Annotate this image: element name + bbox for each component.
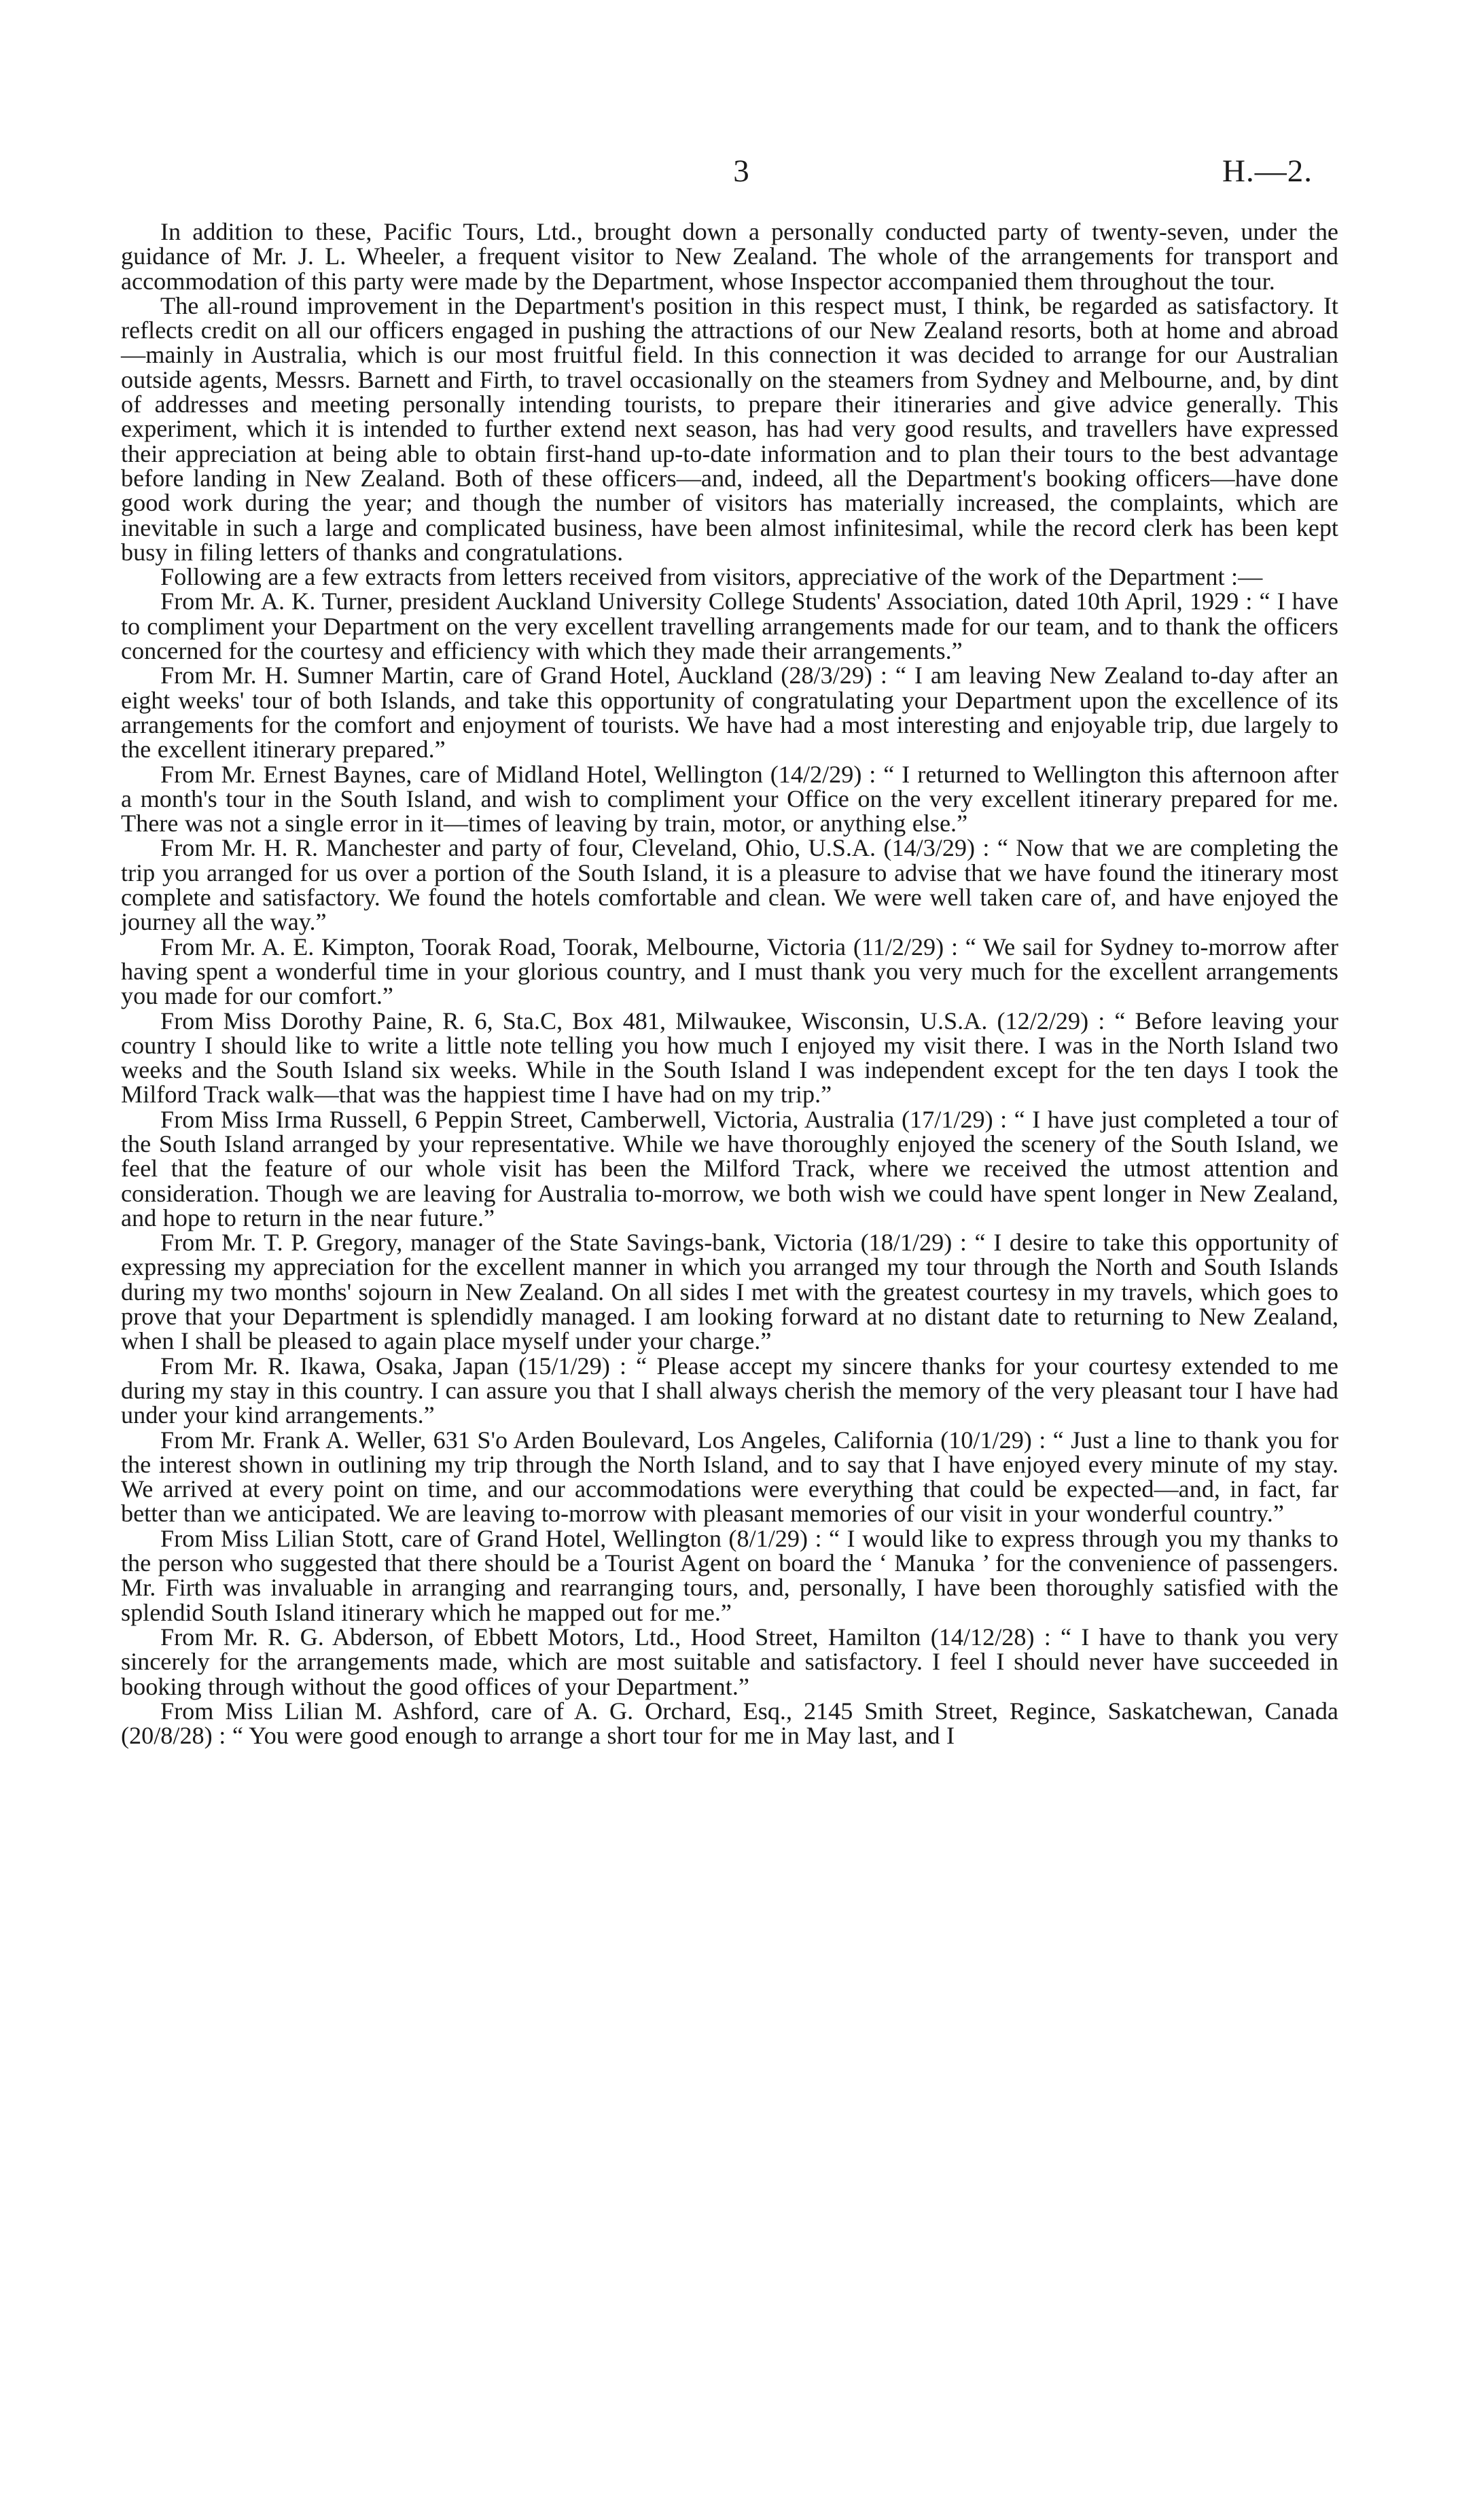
paragraph-pacific-tours: In addition to these, Pacific Tours, Ltd., brought down a personally conducted party of twenty-seven, under the guidance of Mr. J. L. Wheeler, a frequent visitor to New Zealand. The whole of the arrangements for transport and accommodation of this party were made by the Department, whose Inspector accompanied them throughout the tour. — [121, 218, 1338, 295]
page-number: 3 — [733, 154, 749, 189]
letter-extract: From Mr. Frank A. Weller, 631 S'o Arden Boulevard, Los Angeles, California (10/1/29) : “ Just a line to thank you for the interest shown in outlining my trip through the North Island, and to say that I have enjoyed every minute of my stay. We arrived at every point on time, and our accommodations were everything that could be expected—and, in fact, far better than we anticipated. We are leaving to-morrow with pleasant memories of our visit in your wonderful country.” — [121, 1426, 1338, 1528]
letter-extract: From Mr. H. Sumner Martin, care of Grand Hotel, Auckland (28/3/29) : “ I am leaving New Zealand to-day after an eight weeks' tour of both Islands, and take this opportunity of congratulating your Department upon the excellence of its arrangements for the comfort and enjoyment of tourists. We have had a most interesting and enjoyable trip, due largely to the excellent itinerary prepared.” — [121, 662, 1338, 763]
letter-extract: From Mr. A. K. Turner, president Auckland University College Students' Association, dated 10th April, 1929 : “ I have to compliment your Department on the very excellent travelling arrangements made for our team, and to thank the officers concerned for the courtesy and efficiency with which they made their arrangements.” — [121, 588, 1338, 665]
letter-extract: From Mr. R. G. Abderson, of Ebbett Motors, Ltd., Hood Street, Hamilton (14/12/28) : “ I have to thank you very sincerely for the arrangements made, which are most suitable and satisfactory. I feel I should never have succeeded in booking through without the good offices of your Department.” — [121, 1623, 1338, 1700]
document-reference: H.—2. — [1222, 154, 1313, 189]
paragraph-improvement: The all-round improvement in the Department's position in this respect must, I think, be regarded as satisfactory. It reflects credit on all our officers engaged in pushing the attractions of our New Zealand resorts, both at home and abroad—mainly in Australia, which is our most fruitful field. In this connection it was decided to arrange for our Australian outside agents, Messrs. Barnett and Firth, to travel occasionally on the steamers from Sydney and Melbourne, and, by dint of addresses and meeting personally intending tourists, to prepare their itineraries and give advice generally. This experiment, which it is intended to further extend next season, has had very good results, and travellers have expressed their appreciation at being able to obtain first-hand up-to-date information and to plan their tours to the best advantage before landing in New Zealand. Both of these officers—and, indeed, all the Department's booking officers—have done good work during the year; and though the number of visitors has materially increased, the complaints, which are inevitable in such a large and complicated business, have been almost infinitesimal, while the record clerk has been kept busy in filing letters of thanks and congratulations. — [121, 291, 1338, 566]
letter-extract: From Miss Lilian M. Ashford, care of A. G. Orchard, Esq., 2145 Smith Street, Regince, Saskatchewan, Canada (20/8/28) : “ You were good enough to arrange a short tour for me in May last, and I — [121, 1697, 1338, 1750]
letter-extract: From Mr. A. E. Kimpton, Toorak Road, Toorak, Melbourne, Victoria (11/2/29) : “ We sail for Sydney to-morrow after having spent a wonderful time in your glorious country, and I must thank you very much for the excellent arrangements you made for our comfort.” — [121, 933, 1338, 1010]
body-text — [121, 219, 1338, 1748]
paragraph-extracts-intro: Following are a few extracts from letters received from visitors, appreciative of the work of the Department :— — [160, 563, 1263, 591]
page-header — [170, 151, 1313, 198]
letter-extract: From Miss Irma Russell, 6 Peppin Street, Camberwell, Victoria, Australia (17/1/29) : “ I have just completed a tour of the South Island arranged by your representative. While we have thoroughly enjoyed the scenery of the South Island, we feel that the feature of our whole visit has been the Milford Track, where we received the utmost attention and consideration. Though we are leaving for Australia to-morrow, we both wish we could have spent longer in New Zealand, and hope to return in the near future.” — [121, 1105, 1338, 1231]
letter-extract: From Mr. T. P. Gregory, manager of the State Savings-bank, Victoria (18/1/29) : “ I desire to take this opportunity of expressing my appreciation for the excellent manner in which you arranged my tour through the North and South Islands during my two months' sojourn in New Zealand. On all sides I met with the greatest courtesy in my travels, which goes to prove that your Department is splendidly managed. I am looking forward at no distant date to returning to New Zealand, when I shall be pleased to again place myself under your charge.” — [121, 1229, 1338, 1355]
letter-extract: From Mr. R. Ikawa, Osaka, Japan (15/1/29) : “ Please accept my sincere thanks for your courtesy extended to me during my stay in this country. I can assure you that I shall always cherish the memory of the very pleasant tour I have had under your kind arrangements.” — [121, 1352, 1338, 1429]
letter-extract: From Mr. Ernest Baynes, care of Midland Hotel, Wellington (14/2/29) : “ I returned to Wellington this afternoon after a month's tour in the South Island, and wish to compliment your Office on the very excellent itinerary prepared for me. There was not a single error in it—times of leaving by train, motor, or anything else.” — [121, 760, 1338, 838]
letter-extract: From Miss Dorothy Paine, R. 6, Sta.C, Box 481, Milwaukee, Wisconsin, U.S.A. (12/2/29) : “ Before leaving your country I should like to write a little note telling you how much I enjoyed my visit there. I was in the North Island two weeks and the South Island six weeks. While in the South Island I was independent except for the ten days I took the Milford Track walk—that was the happiest time I have had on my trip.” — [121, 1007, 1338, 1109]
letter-extract: From Mr. H. R. Manchester and party of four, Cleveland, Ohio, U.S.A. (14/3/29) : “ Now that we are completing the trip you arranged for us over a portion of the South Island, it is a pleasure to advise that we have found the itinerary most complete and satisfactory. We found the hotels comfortable and clean. We were well taken care of, and have enjoyed the journey all the way.” — [121, 834, 1338, 936]
letter-extract: From Miss Lilian Stott, care of Grand Hotel, Wellington (8/1/29) : “ I would like to express through you my thanks to the person who suggested that there should be a Tourist Agent on board the ‘ Manuka ’ for the convenience of passengers. Mr. Firth was invaluable in arranging and rearranging tours, and, personally, I have been thoroughly satisfied with the splendid South Island itinerary which he mapped out for me.” — [121, 1524, 1338, 1626]
